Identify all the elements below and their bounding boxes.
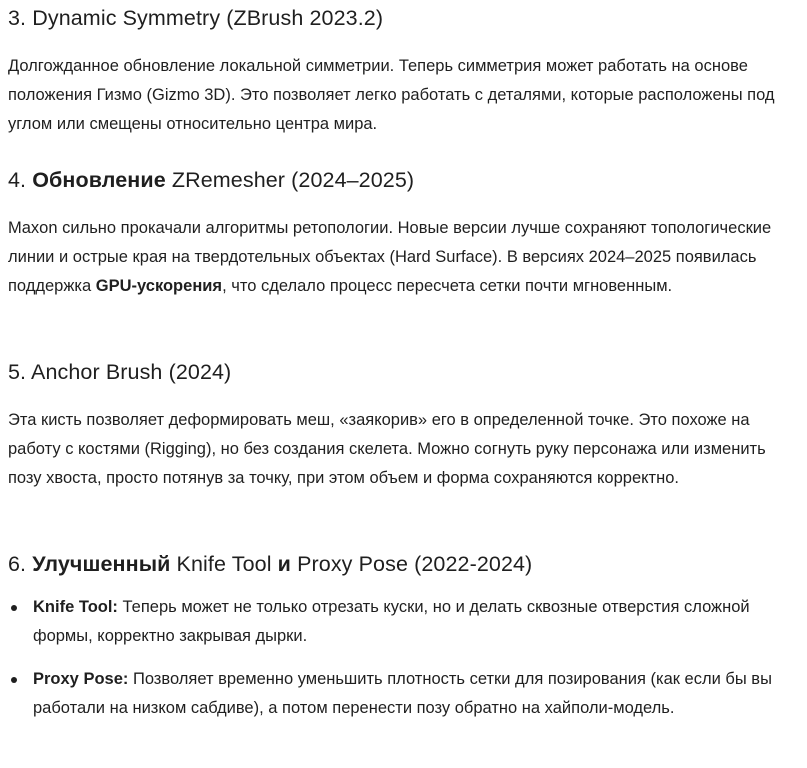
heading-bold-text: и — [277, 552, 291, 576]
section-anchor-brush — [8, 358, 787, 493]
section-dynamic-symmetry — [8, 4, 787, 139]
section-heading — [8, 4, 787, 32]
list-item-text: Теперь может не только отрезать куски, но и делать сквозные отверстия сложной формы, корректно закрывая дырки. — [33, 598, 750, 645]
paragraph-text: Maxon сильно прокачали алгоритмы ретопологии. Новые версии лучше сохраняют топологические линии и острые края на твердотельных объектах (Hard Surface). В версиях 2024–2025 появилась поддержка — [8, 219, 772, 295]
section-heading — [8, 550, 787, 578]
heading-text: Dynamic Symmetry (ZBrush 2023.2) — [32, 6, 384, 30]
paragraph-text: , что сделало процесс пересчета сетки почти мгновенным. — [222, 277, 673, 295]
bullet-icon — [11, 605, 17, 611]
heading-bold-text: Улучшенный — [32, 552, 171, 576]
list-item — [8, 665, 787, 723]
list-item — [8, 593, 787, 651]
paragraph-bold-text: GPU-ускорения — [95, 277, 223, 295]
section-knife-proxy — [8, 550, 787, 723]
section-paragraph: Долгожданное обновление локальной симметрии. Теперь симметрия может работать на основе положения Гизмо (Gizmo 3D). Это позволяет легко работать с деталями, которые расположены под углом или смещены относительно центра мира. — [8, 57, 775, 133]
list-item-label: Knife Tool: — [33, 598, 118, 616]
section-paragraph: Эта кисть позволяет деформировать меш, «заякорив» его в определенной точке. Это похоже на работу с костями (Rigging), но без создания скелета. Можно согнуть руку персонажа или изменить позу хвоста, просто потянув за точку, при этом объем и форма сохраняются корректно. — [8, 411, 766, 487]
heading-text: ZRemesher (2024–2025) — [165, 168, 415, 192]
heading-number: 5. — [8, 360, 32, 384]
list-item-label: Proxy Pose: — [33, 670, 129, 688]
bullet-icon — [11, 677, 17, 683]
heading-number: 3. — [8, 6, 33, 30]
heading-text: Knife Tool — [170, 552, 278, 576]
section-paragraph — [8, 214, 787, 301]
heading-text: Proxy Pose (2022-2024) — [291, 552, 533, 576]
heading-bold-text: Обновление — [32, 168, 166, 192]
heading-number: 6. — [8, 552, 33, 576]
heading-number: 4. — [8, 168, 33, 192]
section-heading — [8, 166, 787, 194]
section-zremesher — [8, 166, 787, 301]
section-heading — [8, 358, 787, 386]
heading-text: Anchor Brush (2024) — [31, 360, 232, 384]
list-item-text: Позволяет временно уменьшить плотность сетки для позирования (как если бы вы работали на низком сабдиве), а потом перенести позу обратно на хайполи-модель. — [33, 670, 772, 717]
bullet-list — [8, 593, 787, 723]
